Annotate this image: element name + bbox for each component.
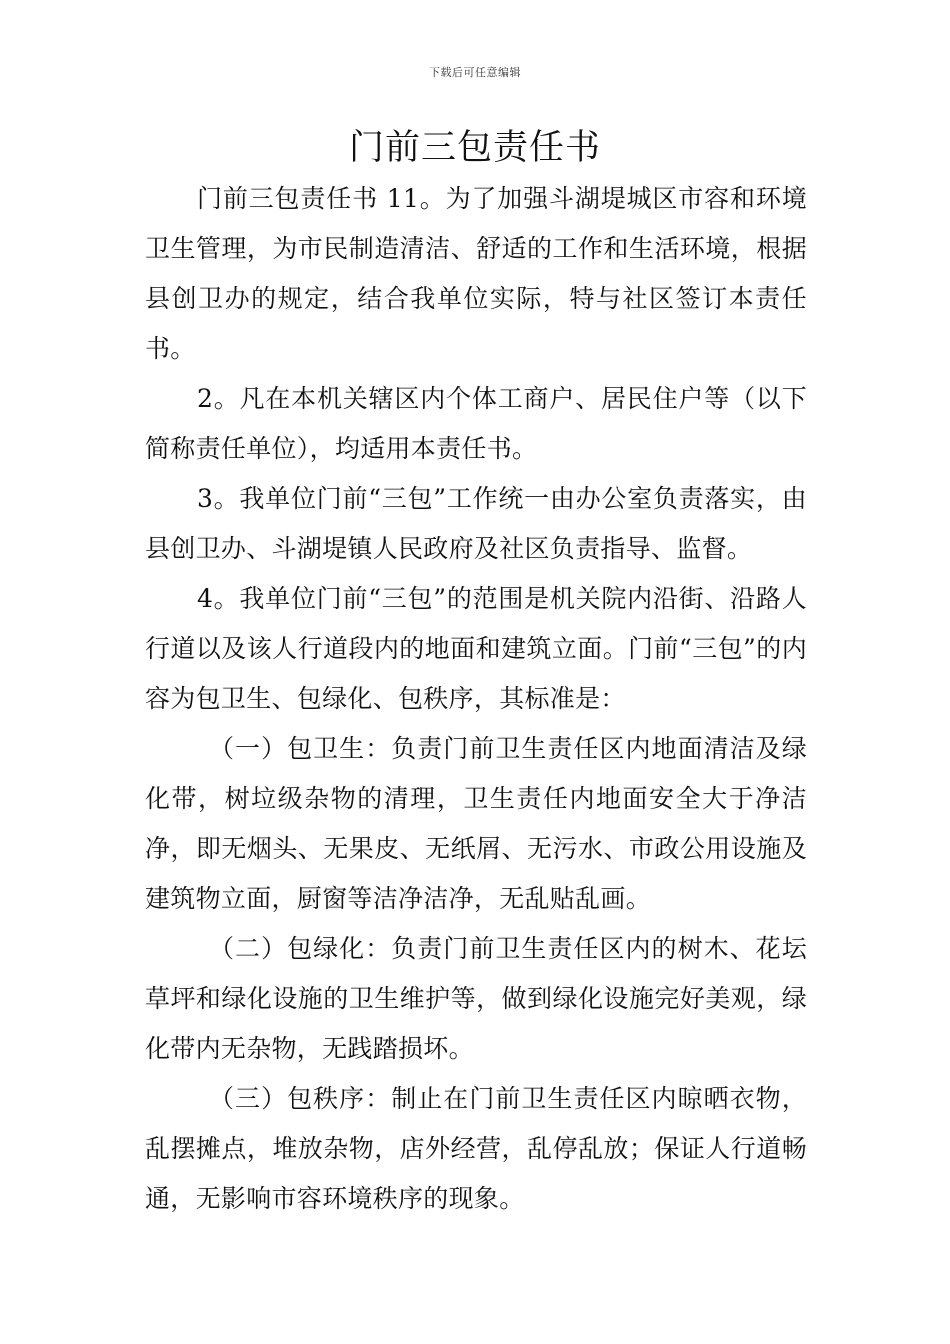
header-note: 下载后可任意编辑 [429,66,521,79]
paragraph-4: 4。我单位门前“三包”的范围是机关院内沿街、沿路人行道以及该人行道段内的地面和建筑立面。门前“三包”的内容为包卫生、包绿化、包秩序，其标准是： [145,584,807,713]
document-title: 门前三包责任书 [348,128,601,168]
paragraph-greening: （二）包绿化：负责门前卫生责任区内的树木、花坛草坪和绿化设施的卫生维护等，做到绿化设施完好美观，绿化带内无杂物，无践踏损坏。 [145,934,807,1063]
paragraph-1: 门前三包责任书 11。为了加强斗湖堤城区市容和环境卫生管理，为市民制造清洁、舒适的工作和生活环境，根据县创卫办的规定，结合我单位实际，特与社区签订本责任书。 [145,184,807,363]
paragraph-sanitation: （一）包卫生：负责门前卫生责任区内地面清洁及绿化带，树垃级杂物的清理，卫生责任内地面安全大于净洁净，即无烟头、无果皮、无纸屑、无污水、市政公用设施及建筑物立面，厨窗等洁净洁净，无乱贴乱画。 [145,734,807,913]
paragraph-3: 3。我单位门前“三包”工作统一由办公室负责落实，由县创卫办、斗湖堤镇人民政府及社区负责指导、监督。 [145,484,807,563]
paragraph-2: 2。凡在本机关辖区内个体工商户、居民住户等（以下简称责任单位），均适用本责任书。 [145,384,807,463]
paragraph-order: （三）包秩序：制止在门前卫生责任区内晾晒衣物，乱摆摊点，堆放杂物，店外经营，乱停乱放；保证人行道畅通，无影响市容环境秩序的现象。 [145,1084,807,1213]
document-body [145,174,807,1224]
